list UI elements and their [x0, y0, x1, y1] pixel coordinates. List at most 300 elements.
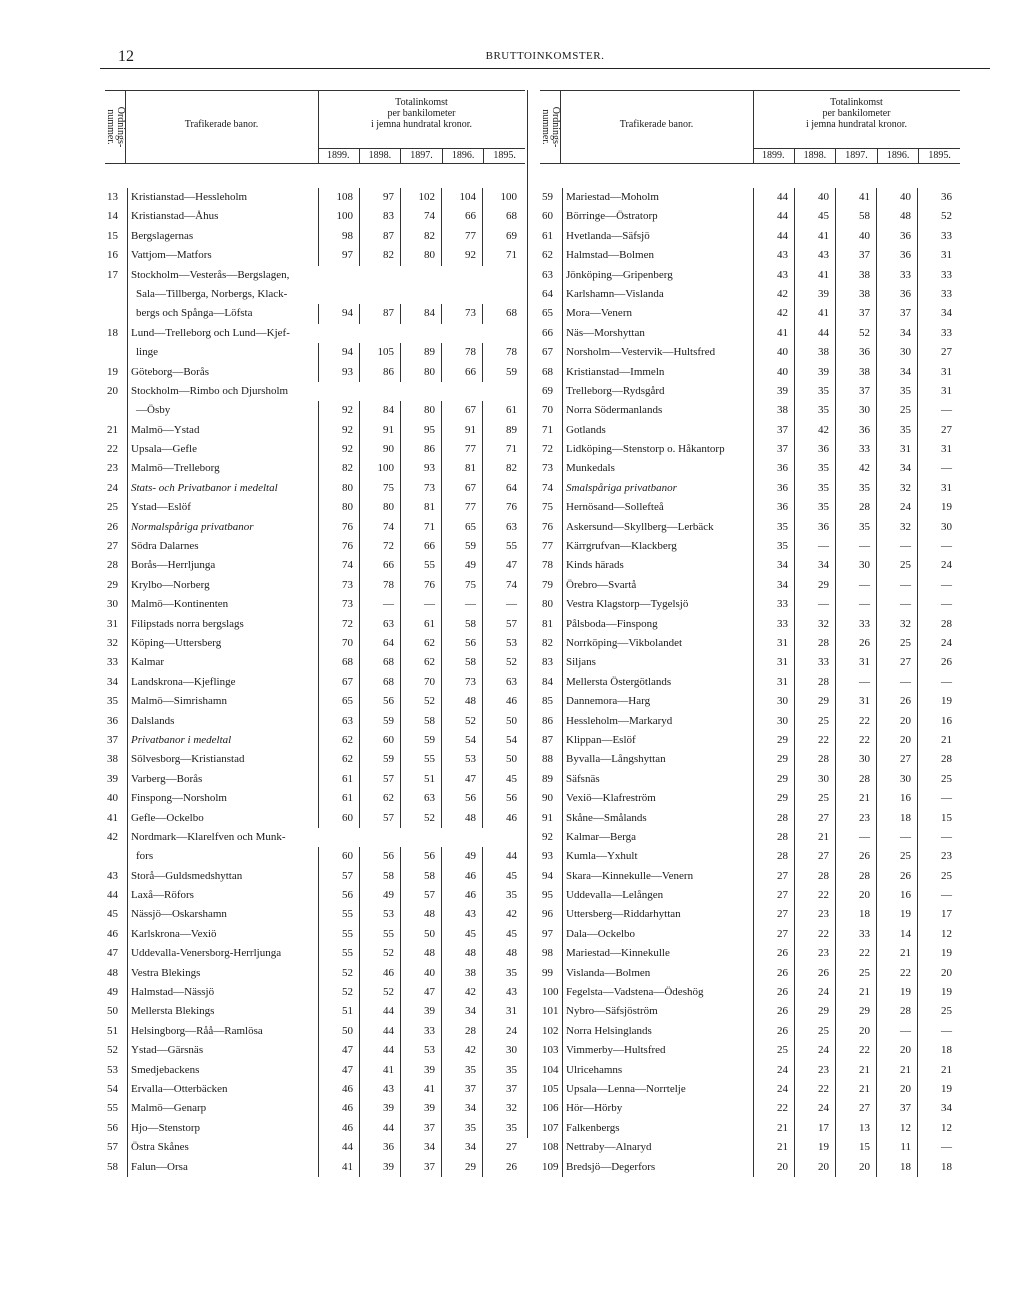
table-row [105, 809, 525, 828]
income-value: 63 [400, 789, 441, 808]
income-value: 21 [835, 1061, 876, 1080]
income-value: 70 [400, 673, 441, 692]
railway-name: Sölvesborg—Kristianstad [127, 750, 317, 769]
column-divider [527, 90, 528, 1138]
income-value: 73 [318, 595, 359, 614]
railway-name: Vislanda—Bolmen [562, 964, 752, 983]
income-value: 35 [482, 964, 523, 983]
income-value: 34 [917, 304, 958, 323]
row-number: 101 [542, 1005, 559, 1018]
table-row [540, 343, 960, 362]
row-number: 57 [107, 1141, 118, 1154]
income-value: 46 [441, 886, 482, 905]
income-value: 26 [835, 847, 876, 866]
income-value: 26 [753, 1022, 794, 1041]
income-value: 92 [318, 440, 359, 459]
income-value: 34 [917, 1099, 958, 1118]
income-value: 27 [753, 905, 794, 924]
table-row [540, 285, 960, 304]
income-value: 52 [400, 809, 441, 828]
railway-name: Laxå—Röfors [127, 886, 317, 905]
railway-name: Uttersberg—Riddarhyttan [562, 905, 752, 924]
income-value: 21 [794, 828, 835, 847]
railway-name: Kärrgrufvan—Klackberg [562, 537, 752, 556]
row-number: 18 [107, 326, 118, 339]
row-number: 95 [542, 889, 553, 902]
income-value: 52 [400, 692, 441, 711]
railway-name: Kalmar [127, 653, 317, 672]
table-row [105, 964, 525, 983]
income-value: 91 [359, 421, 400, 440]
income-value: 31 [753, 653, 794, 672]
page-number: 12 [118, 48, 134, 65]
income-value: 52 [917, 207, 958, 226]
row-number: 36 [107, 714, 118, 727]
row-number: 74 [542, 481, 553, 494]
income-value: 37 [835, 246, 876, 265]
income-value: 22 [835, 712, 876, 731]
table-row [540, 770, 960, 789]
income-value: — [917, 459, 958, 478]
table-row [540, 886, 960, 905]
railway-name: Varberg—Borås [127, 770, 317, 789]
row-number: 49 [107, 986, 118, 999]
income-value: 80 [400, 246, 441, 265]
income-value: 62 [359, 789, 400, 808]
table-header [540, 90, 960, 164]
row-number: 26 [107, 520, 118, 533]
table-row [105, 770, 525, 789]
railway-name: Upsala—Gefle [127, 440, 317, 459]
income-value: 38 [753, 401, 794, 420]
income-value: 36 [359, 1138, 400, 1157]
row-number: 56 [107, 1121, 118, 1134]
income-value: — [835, 576, 876, 595]
income-value: 41 [753, 324, 794, 343]
railway-name: Halmstad—Bolmen [562, 246, 752, 265]
income-value: 18 [876, 809, 917, 828]
income-value: 31 [917, 363, 958, 382]
income-value: 74 [359, 518, 400, 537]
table-row [540, 459, 960, 478]
income-value: 39 [753, 382, 794, 401]
income-value: 23 [794, 905, 835, 924]
income-value: 36 [794, 518, 835, 537]
table-row [540, 1138, 960, 1157]
income-value: 108 [318, 188, 359, 207]
railway-name: Smalspåriga privatbanor [562, 479, 752, 498]
income-value: 38 [835, 363, 876, 382]
railway-name: Helsingborg—Råå—Ramlösa [127, 1022, 317, 1041]
row-number: 37 [107, 733, 118, 746]
table-row [540, 382, 960, 401]
income-value: 78 [441, 343, 482, 362]
row-number: 30 [107, 598, 118, 611]
railway-name: Vexiö—Klafreström [562, 789, 752, 808]
income-value: 43 [359, 1080, 400, 1099]
income-value: 52 [359, 983, 400, 1002]
railway-name: Nybro—Säfsjöström [562, 1002, 752, 1021]
income-value: 31 [482, 1002, 523, 1021]
table-row [540, 809, 960, 828]
table-row [105, 634, 525, 653]
income-value: 18 [917, 1041, 958, 1060]
table-row [105, 1080, 525, 1099]
income-value: 21 [835, 1080, 876, 1099]
income-value: 35 [876, 382, 917, 401]
table-row [105, 324, 525, 343]
income-value: 28 [876, 1002, 917, 1021]
income-value: — [917, 537, 958, 556]
railway-name: Vattjom—Matfors [127, 246, 317, 265]
income-value: 45 [482, 925, 523, 944]
income-value: 31 [753, 634, 794, 653]
income-value: 39 [794, 363, 835, 382]
income-value: 20 [876, 712, 917, 731]
income-value: 26 [876, 867, 917, 886]
income-value: 20 [835, 886, 876, 905]
row-number: 43 [107, 869, 118, 882]
income-value: 25 [876, 401, 917, 420]
income-value: 44 [318, 1138, 359, 1157]
table-row [540, 750, 960, 769]
railway-name: Siljans [562, 653, 752, 672]
income-value: 35 [794, 382, 835, 401]
table-row [105, 498, 525, 517]
income-value: 34 [753, 576, 794, 595]
income-value: 28 [794, 867, 835, 886]
name-header: Trafikerade banor. [125, 91, 319, 163]
railway-name: Pålsboda—Finspong [562, 615, 752, 634]
income-value: 25 [835, 964, 876, 983]
income-value: 20 [835, 1158, 876, 1177]
income-value: 59 [400, 731, 441, 750]
railway-name: Näs—Morshyttan [562, 324, 752, 343]
income-value: 92 [441, 246, 482, 265]
income-value: 35 [753, 537, 794, 556]
railway-name: Malmö—Genarp [127, 1099, 317, 1118]
income-value: 30 [753, 692, 794, 711]
railway-name: Normalspåriga privatbanor [127, 518, 317, 537]
row-number: 52 [107, 1044, 118, 1057]
income-value: 45 [482, 770, 523, 789]
income-value: 35 [835, 518, 876, 537]
table-row [105, 1061, 525, 1080]
railway-name: Nettraby—Alnaryd [562, 1138, 752, 1157]
income-value: 55 [359, 925, 400, 944]
table-row [105, 886, 525, 905]
railway-name: fors [127, 847, 317, 866]
table-row [540, 1022, 960, 1041]
table-row [105, 595, 525, 614]
income-value: 48 [441, 692, 482, 711]
income-value: 71 [482, 440, 523, 459]
table-row [105, 1119, 525, 1138]
income-value: 52 [441, 712, 482, 731]
income-value: 65 [318, 692, 359, 711]
income-value: 42 [441, 1041, 482, 1060]
income-value: 27 [876, 653, 917, 672]
income-value: 27 [876, 750, 917, 769]
row-number: 32 [107, 636, 118, 649]
railway-name: Jönköping—Gripenberg [562, 266, 752, 285]
railway-name: Mellersta Östergötlands [562, 673, 752, 692]
income-value: 52 [482, 653, 523, 672]
railway-name: Stockholm—Vesterås—Bergslagen, [127, 266, 317, 285]
income-value: 28 [794, 673, 835, 692]
income-value: 28 [794, 750, 835, 769]
row-number: 62 [542, 249, 553, 262]
table-row [540, 363, 960, 382]
income-value: 82 [482, 459, 523, 478]
row-number: 97 [542, 927, 553, 940]
income-value: 13 [835, 1119, 876, 1138]
income-value: 56 [441, 789, 482, 808]
table-row [540, 324, 960, 343]
table-row [105, 401, 525, 420]
row-number: 33 [107, 656, 118, 669]
income-value: 32 [482, 1099, 523, 1118]
income-value: 21 [753, 1119, 794, 1138]
income-value: 25 [876, 556, 917, 575]
row-number: 86 [542, 714, 553, 727]
income-value: 37 [753, 440, 794, 459]
income-value: — [359, 595, 400, 614]
railway-name: Dalslands [127, 712, 317, 731]
row-number: 72 [542, 443, 553, 456]
row-number: 90 [542, 792, 553, 805]
income-value: 35 [482, 1119, 523, 1138]
income-value: 33 [917, 285, 958, 304]
row-number: 22 [107, 443, 118, 456]
table-row [540, 692, 960, 711]
table-row [105, 537, 525, 556]
row-number: 67 [542, 346, 553, 359]
railway-name: Gotlands [562, 421, 752, 440]
income-value: 24 [753, 1080, 794, 1099]
railway-name: Vimmerby—Hultsfred [562, 1041, 752, 1060]
income-value: — [917, 789, 958, 808]
income-value: 68 [482, 207, 523, 226]
railway-name: Malmö—Trelleborg [127, 459, 317, 478]
income-value: 22 [794, 886, 835, 905]
row-number: 16 [107, 249, 118, 262]
income-value: 18 [835, 905, 876, 924]
income-value: 43 [794, 246, 835, 265]
income-value: 53 [441, 750, 482, 769]
income-value: 38 [441, 964, 482, 983]
table-row [105, 905, 525, 924]
row-number: 81 [542, 617, 553, 630]
railway-name: Krylbo—Norberg [127, 576, 317, 595]
table-header [105, 90, 525, 164]
table-row [540, 905, 960, 924]
railway-name: Borås—Herrljunga [127, 556, 317, 575]
row-number: 50 [107, 1005, 118, 1018]
income-value: 82 [318, 459, 359, 478]
row-number: 70 [542, 404, 553, 417]
row-number: 38 [107, 753, 118, 766]
row-number: 109 [542, 1160, 559, 1173]
row-number: 85 [542, 695, 553, 708]
income-value: — [876, 537, 917, 556]
table-row [540, 479, 960, 498]
income-value: — [876, 576, 917, 595]
income-value: 39 [359, 1099, 400, 1118]
income-value: 16 [876, 886, 917, 905]
income-value: 38 [835, 285, 876, 304]
income-value: 33 [794, 653, 835, 672]
railway-name: Norsholm—Vestervik—Hultsfred [562, 343, 752, 362]
table-row [105, 207, 525, 226]
income-value: 54 [441, 731, 482, 750]
income-value: — [835, 595, 876, 614]
table-row [105, 731, 525, 750]
income-value: 26 [753, 964, 794, 983]
income-value: 47 [318, 1061, 359, 1080]
income-value: — [917, 828, 958, 847]
railway-name: Falun—Orsa [127, 1158, 317, 1177]
income-value: 31 [917, 246, 958, 265]
income-value: 19 [876, 905, 917, 924]
income-value: 44 [359, 1022, 400, 1041]
table-row [105, 1158, 525, 1177]
income-value: 38 [835, 266, 876, 285]
income-value: 34 [441, 1138, 482, 1157]
income-value: 27 [753, 886, 794, 905]
income-value: 34 [441, 1002, 482, 1021]
income-value: 36 [917, 188, 958, 207]
income-value: 20 [753, 1158, 794, 1177]
income-value: 16 [876, 789, 917, 808]
income-value: 21 [876, 944, 917, 963]
income-value: 33 [917, 266, 958, 285]
income-value: 35 [482, 886, 523, 905]
income-value: 41 [794, 266, 835, 285]
railway-name: Hjo—Stenstorp [127, 1119, 317, 1138]
income-value: 36 [753, 479, 794, 498]
income-value: 76 [318, 537, 359, 556]
income-value: 46 [441, 867, 482, 886]
income-value: — [917, 673, 958, 692]
row-number: 92 [542, 830, 553, 843]
railway-name: —Ösby [127, 401, 317, 420]
income-value: 66 [400, 537, 441, 556]
railway-name: Dannemora—Harg [562, 692, 752, 711]
income-value: 47 [400, 983, 441, 1002]
income-value: 62 [318, 750, 359, 769]
income-value: 35 [441, 1061, 482, 1080]
income-value: 46 [482, 692, 523, 711]
income-value: 69 [482, 227, 523, 246]
income-value: — [876, 1022, 917, 1041]
income-value: 39 [400, 1002, 441, 1021]
row-number: 65 [542, 307, 553, 320]
income-value: — [835, 673, 876, 692]
railway-name: Karlshamn—Vislanda [562, 285, 752, 304]
income-value: 41 [359, 1061, 400, 1080]
income-value: 29 [753, 770, 794, 789]
income-value: 34 [876, 363, 917, 382]
table-row [540, 188, 960, 207]
income-value: 63 [359, 615, 400, 634]
income-value: 36 [876, 227, 917, 246]
railway-name: Fegelsta—Vadstena—Ödeshög [562, 983, 752, 1002]
income-value: 30 [753, 712, 794, 731]
row-number: 63 [542, 268, 553, 281]
row-number: 47 [107, 947, 118, 960]
income-value: 25 [794, 712, 835, 731]
income-value: 35 [753, 518, 794, 537]
income-value: 29 [794, 1002, 835, 1021]
income-value: 61 [482, 401, 523, 420]
income-value: 21 [917, 731, 958, 750]
table-row [540, 401, 960, 420]
railway-name: Mariestad—Moholm [562, 188, 752, 207]
income-value: 60 [359, 731, 400, 750]
table-row [540, 653, 960, 672]
railway-name: Askersund—Skyllberg—Lerbäck [562, 518, 752, 537]
running-title: BRUTTOINKOMSTER. [485, 50, 605, 62]
income-value: 27 [917, 421, 958, 440]
income-value: — [917, 401, 958, 420]
income-value: 102 [400, 188, 441, 207]
railway-name: Börringe—Östratorp [562, 207, 752, 226]
table-row [540, 1080, 960, 1099]
income-value: 37 [876, 304, 917, 323]
row-number: 79 [542, 578, 553, 591]
row-number: 40 [107, 792, 118, 805]
income-value: 100 [359, 459, 400, 478]
table-row [540, 421, 960, 440]
income-value: 104 [441, 188, 482, 207]
income-value: 19 [876, 983, 917, 1002]
income-value: 24 [482, 1022, 523, 1041]
income-value: 94 [318, 304, 359, 323]
table-row [105, 1002, 525, 1021]
income-value: 43 [753, 246, 794, 265]
income-value: 60 [318, 809, 359, 828]
income-value: 46 [318, 1080, 359, 1099]
table-row [540, 983, 960, 1002]
row-number: 108 [542, 1141, 559, 1154]
income-value: 74 [482, 576, 523, 595]
income-value: 12 [917, 1119, 958, 1138]
income-value: 50 [400, 925, 441, 944]
table-row [540, 964, 960, 983]
railway-name: Kristianstad—Hessleholm [127, 188, 317, 207]
railway-name: Malmö—Simrishamn [127, 692, 317, 711]
railway-name: Storå—Guldsmedshyttan [127, 867, 317, 886]
income-value: 32 [876, 615, 917, 634]
income-value: 35 [794, 401, 835, 420]
table-row [105, 1041, 525, 1060]
income-value: 98 [318, 227, 359, 246]
ord-header: Ordnings-nummer. [540, 91, 561, 163]
income-value: 63 [318, 712, 359, 731]
income-value: 48 [441, 944, 482, 963]
income-value: 52 [359, 944, 400, 963]
table-row [105, 363, 525, 382]
row-number: 93 [542, 850, 553, 863]
income-value: 30 [835, 401, 876, 420]
income-value: 33 [753, 595, 794, 614]
railway-name: Upsala—Lenna—Norrtelje [562, 1080, 752, 1099]
income-value: 31 [876, 440, 917, 459]
income-value: 42 [482, 905, 523, 924]
income-value: 74 [318, 556, 359, 575]
income-value: 25 [794, 1022, 835, 1041]
